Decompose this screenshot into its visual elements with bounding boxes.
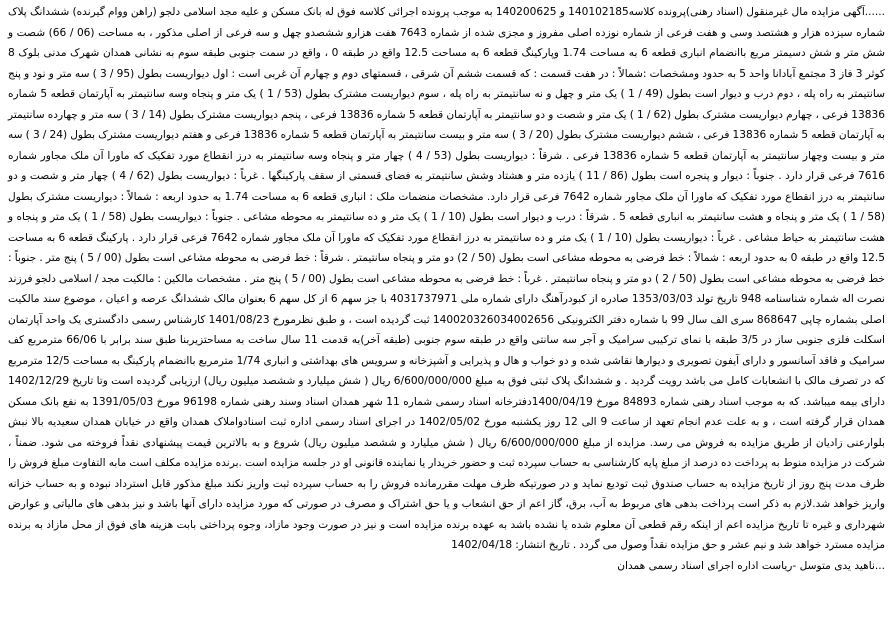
- notice-body: ......آگهی مزایده مال غیرمنقول (اسناد رهنی)پرونده کلاسه140102185 و 140200625 به موجب پرونده اجرائی کلاسه فوق له بانک مسکن و علیه مجد اسلامی دلجو (راهن ووام گیرنده) ششدانگ پلاک شماره سیزده هزار و هشتصد وسی و هفت فرعی از شماره نوزده اصلی مفروز و مجزی شده از شماره 7643 هفت هزارو ششصدو چهل و سه فرعی از اصلی مذکور ، به مساحت (06 / 66) شصت و شش متر و شش دسیمتر مربع باانضمام انباری قطعه 6 به مساحت 1.74 وپارکینگ قطعه 6 به مساحت 12.5 واقع در طبقه 0 ، واقع در سمت جنوبی طبقه سوم به نشانی همدان شهرک مدنی بلوک 8 کوثر 3 فاز 3 مجتمع آبادانا واحد 5 به حدود ومشخصات :شمالاً : در هفت قسمت : که قسمت ششم آن شرقی ، قسمتهای دوم و چهارم آن غربی است : اول دیواریست بطول (95 / 3 ) سه متر و نود و پنج سانتیمتر به راه پله ، دوم درب و دیوار است بطول (49 / 1 ) یک متر و چهل و نه سانتیمتر به راه پله ، سوم دیواریست مشترک بطول (53 / 1 ) یک متر و پنجاه وسه سانتیمتر به آپارتمان قطعه 5 شماره 13836 فرعی ، چهارم دیواریست مشترک بطول (62 / 1 ) یک متر و شصت و دو سانتیمتر به آپارتمان قطعه 5 شماره 13836 فرعی ، پنجم دیواریست مشترک بطول (14 / 3 ) سه متر و چهارده سانتیمتر به آپارتمان قطعه 5 شماره 13836 فرعی ، ششم دیواریست مشترک بطول (20 / 3 ) سه متر و بیست سانتیمتر به آپارتمان قطعه 5 شماره 13836 فرعی و هفتم دیواریست مشترک بطول (24 / 3 ) سه متر و بیست وچهار سانتیمتر به آپارتمان قطعه 5 شماره 13836 فرعی . شرقاً : دیواریست بطول (53 / 4 ) چهار متر و پنجاه وسه سانتیمتر به درز انقطاع مورد تفکیک که ماورا آن ملک مجاور شماره 7616 فرعی قرار دارد . جنوباً : دیوار و پنجره است بطول (86 / 11 ) یازده متر و هشتاد وشش سانتیمتر به فضای قسمتی از سقف پارکینگها . غرباً : دیواریست بطول (62 / 4 ) چهار متر و شصت و دو سانتیمتر به درز انقطاع مورد تفکیک که ماورا آن ملک مجاور شماره 7642 فرعی قرار دارد. مشخصات منضمات ملک : انباری قطعه 6 به مساحت 1.74 به حدود اربعه : شمالاً : دیواریست مشترک بطول (58 / 1 ) یک متر و پنجاه و هشت سانتیمتر به انباری قطعه 5 . شرقاً : درب و دیوار است بطول (10 / 1 ) یک متر و ده سانتیمتر به محوطه مشاعی . جنوباً : دیواریست بطول (58 / 1 ) یک متر و پنجاه و هشت سانتیمتر به حیاط مشاعی . غرباً : دیواریست بطول (10 / 1 ) یک متر و ده سانتیمتر به درز انقطاع مورد تفکیک که ماورا آن ملک مجاور شماره 7642 فرعی قرار دارد . پارکینگ قطعه 6 به مساحت 12.5 واقع در طبقه 0 به حدود اربعه : شمالاً : خط فرضی به محوطه مشاعی است بطول (50 / 2) دو متر و پنجاه سانتیمتر . شرقاً : خط فرضی به محوطه مشاعی است بطول (00 / 5 ) پنج متر . جنوباً : خط فرضی به محوطه مشاعی است بطول (50 / 2 ) دو متر و پنجاه سانتیمتر . غرباً : خط فرضی به محوطه مشاعی است بطول (00 / 5 ) پنج متر . مشخصات مالکین : مالکیت مجد / اسلامی دلجو فرزند نصرت اله شماره شناسنامه 948 تاریخ تولد 1353/03/03 صادره از کبودرآهنگ دارای شماره ملی 4031737971 با جز سهم 6 از کل سهم 6 بعنوان مالک ششدانگ عرصه و اعیان ، موضوع سند مالکیت اصلی بشماره چاپی 868647 سری الف سال 99 با شماره دفتر الکترونیکی 140020326034002656 ثبت گردیده است ، و طبق نظرمورخ 1401/08/23 کارشناس رسمی دادگستری یک واحد آپارتمان اسکلت فلزی جنوبی ساز در 3/5 طبقه با نمای ترکیبی سرامیک و آجر سه سانتی واقع در طبقه سوم جنوبی (طبقه آخر)به قدمت 11 سال ساخت به مساحتزیربنا طبق سند برابر با 66/06 مترمربع کف سرامیک و فاقد آسانسور و دارای آیفون تصویری و دیوارها نقاشی شده و دو خواب و هال و پذیرایی و آشپزخانه و سرویس های بهداشتی و انباری 1/74 مترمربع باانضمام پارکینگ به مساحت 12/5 مترمربع که در تصرف مالک با انشعابات کامل می باشد رویت گردید . و ششدانگ پلاک ثبتی فوق به مبلغ 6/600/000/000 ریال ( شش میلیارد و ششصد میلیون ریال) ارزیابی گردیده است وتا تاریخ 1402/12/29 دارای بیمه میباشد. که به موجب اسناد رهنی شماره 84893 مورخ 1400/04/19دفترخانه اسناد رسمی شماره 11 شهر همدان اسناد وسند رهنی شماره 96198 مورخ 1391/05/03 به نفع بانک مسکن همدان قرار گرفته است ، و به علت عدم انجام تعهد از ساعت 9 الی 12 روز یکشنبه مورخ 1402/05/02 در اجرای اسناد رسمی اداره ثبت اسنادواملاک همدان واقع در خیابان همدان سعیدیه بالا نبش بلوارعنی زادیان از طریق مزایده به فروش می رسد. مزایده از مبلغ 6/600/000/000 ریال ( شش میلیارد و ششصد میلیون ریال) شروع و به بالاترین قیمت پیشنهادی نقداً فروخته می شود. ضمناً ، شرکت در مزایده منوط به پرداخت ده درصد از مبلغ پایه کارشناسی به حساب سپرده ثبت و حضور خریدار یا نماینده قانونی او در جلسه مزایده است .برنده مزایده مکلف است مابه التفاوت مبلغ فروش را ظرف مدت پنج روز از تاریخ مزایده به حساب صندوق ثبت تودیع نماید و در صورتیکه ظرف مهلت مقررمانده فروش را به حساب سپرده ثبت واریز نکند مبلغ مذکور قابل استرداد نبوده و به حساب خزانه واریز خواهد شد.لازم به ذکر است پرداخت بدهی های مربوط به آب، برق، گاز اعم از حق انشعاب و یا حق اشتراک و مصرف در صورتی که مورد مزایده دارای آنها باشد و نیز بدهی های مالیاتی و عوارض شهرداری و غیره تا تاریخ مزایده اعم از اینکه رقم قطعی آن معلوم شده یا نشده باشد به عهده برنده مزایده است و نیز در صورت وجود مازاد، وجوه پرداختی بابت هزینه های فوق از محل مازاد به برنده مزایده مسترد خواهد شد و نیم عشر و حق مزایده نقداً وصول می گردد . تاریخ انتشار: 1402/04/18: [8, 6, 886, 551]
- notice-signature: ...ناهید یدی متوسل -ریاست اداره اجرای اسناد رسمی همدان: [617, 559, 885, 572]
